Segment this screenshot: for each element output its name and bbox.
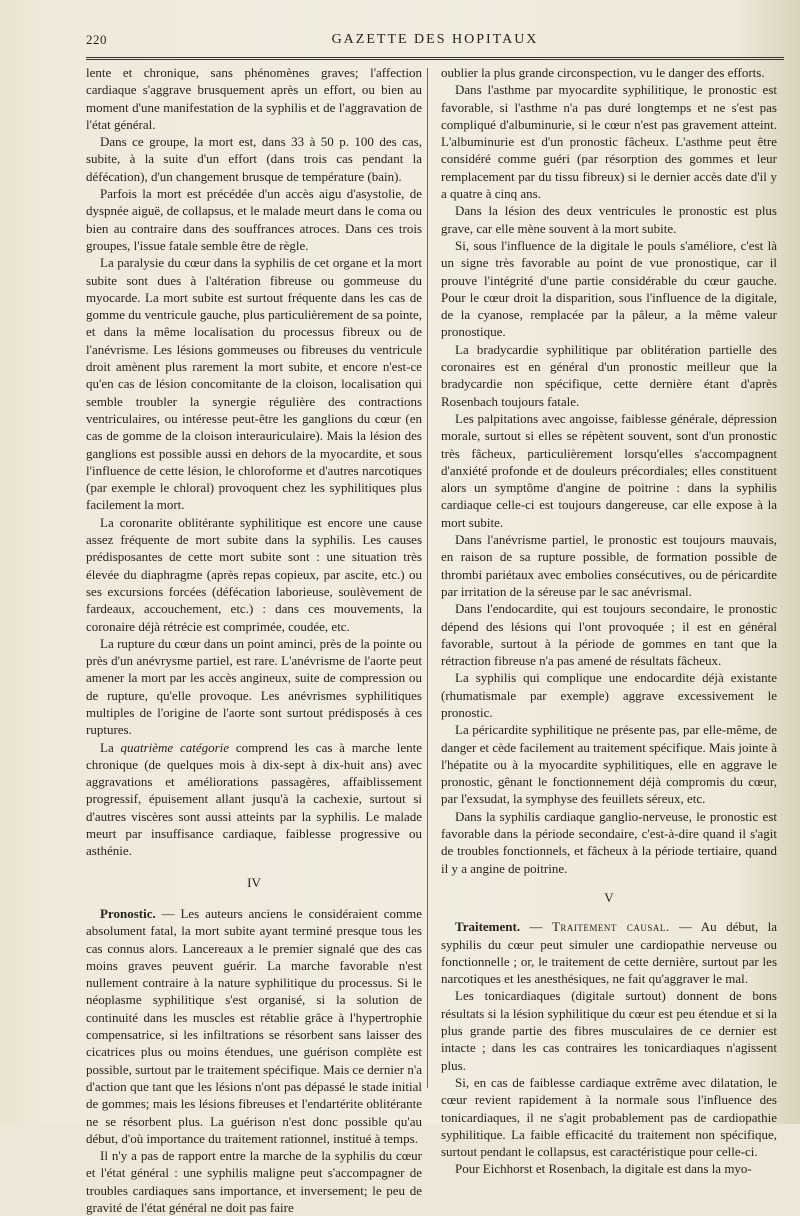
text-run: La: [100, 739, 121, 755]
paragraph: Dans l'anévrisme partiel, le pronostic est toujours mauvais, en raison de sa rupture possible, de formation possible de thrombi pariétaux avec embolies consécutives, ou de péricardite par irritation de la séreuse par le sac anévrismal.: [441, 532, 777, 599]
paragraph: Parfois la mort est précédée d'un accès aigu d'asystolie, de dyspnée aiguë, de collapsus, et le malade meurt dans le coma ou bien au contraire dans des souffrances atroces. Dans ces trois groupes, l'issue fatale semble être de règle.: [86, 186, 422, 253]
paragraph: Dans l'endocardite, qui est toujours secondaire, le pronostic dépend des lésions qui l'ont provoquée ; il est en général favorable, surtout à la période de gommes en tant que la rétraction fibreuse n'a pas amené de résultats fâcheux.: [441, 601, 777, 669]
paragraph: [86, 739, 422, 860]
text-run: — Au début, la syphilis du cœur peut simuler une cardiopathie nerveuse ou fonctionnelle ; or, le traitement de cette dernière, surtout par les narcotiques et les anesthésiques, ne fait qu'aggraver le mal.: [441, 919, 778, 987]
section-number: V: [604, 889, 614, 905]
paragraph: Dans ce groupe, la mort est, dans 33 à 50 p. 100 des cas, subite, à la suite d'un effort (dans trois cas pendant la défécation), d'un changement brusque de température (bain).: [86, 134, 422, 184]
paragraph: Traitement. — Traitement causal. — Au début, la syphilis du cœur peut simuler une cardiopathie nerveuse ou fonctionnelle ; or, le traitement de cette dernière, surtout par les narcotiques et les anesthésiques, ne fait qu'aggraver le mal.: [441, 919, 778, 987]
page-header: [86, 28, 784, 50]
section-heading: Pronostic.: [100, 905, 156, 921]
italic-term: quatrième catégorie: [120, 739, 230, 755]
paragraph: La rupture du cœur dans un point aminci, près de la pointe ou près d'un anévrysme partiel, est rare. L'anévrisme de l'aorte peut amener la mort par les accès angineux, suite de compression ou de rupture, qu'elle provoque. Les anévrismes syphilitiques multiples de l'origine de l'aorte sont surtout prédisposés à ces ruptures.: [86, 635, 422, 738]
paragraph: Pour Eichhorst et Rosenbach, la digitale est dans la myo-: [455, 1161, 752, 1177]
text-run: comprend les cas à marche lente chronique (de quelques mois à dix-sept à dix-huit ans) avec aggravations et améliorations passagères, affaiblissement progressif, épuisement allant jusqu'à la cachexie, surtout si d'autres viscères sont aussi atteints par la syphilis. Le malade meurt par insuffisance cardiaque, faiblesse progressive ou asthénie.: [86, 739, 422, 859]
section-number: IV: [247, 874, 261, 890]
left-column: [86, 64, 422, 1216]
paragraph: [86, 905, 422, 1147]
page-number: 220: [86, 32, 107, 47]
paragraph: Dans la lésion des deux ventricules le pronostic est plus grave, car elle mène souvent à la mort subite.: [441, 203, 777, 236]
paragraph: lente et chronique, sans phénomènes graves; l'affection cardiaque s'aggrave brusquement après un effort, ou bien au moment d'une manifestation de la syphilis et de l'aggravation de l'état général.: [86, 65, 422, 132]
subsection-heading: Traitement causal.: [551, 919, 670, 935]
text-run: — Les auteurs anciens le considéraient comme absolument fatal, la mort subite ayant terminé presque tous les cas connus alors. Lancereaux a le premier signalé que des cas moins graves peuvent guérir. La marche favorable n'est nullement contraire à la nature syphilitique du processus. Si le néoplasme syphilitique s'est organisé, si la solution de continuité dans les muscles est rétablie grâce à l'hypertrophie compensatrice, si les infiltrations se résorbent sans laisser des cicatrices plus ou moins étendues, une guérison complète est possible, surtout par le traitement spécifique. Mais ce dernier n'a d'action que tant que les lésions n'ont pas dépassé le stade initial de gommes; mais les lésions fibreuses et l'endartérite oblitérante ne se résorbent plus. La guérison n'est donc possible qu'au début, d'où importance du traitement rationnel, institué à temps.: [86, 905, 422, 1146]
paragraph: La paralysie du cœur dans la syphilis de cet organe et la mort subite sont dues à l'altération fibreuse ou gommeuse du myocarde. La mort subite est surtout fréquente dans les cas de gomme du ventricule gauche, plus particulièrement de sa pointe, et dans la même localisation du processus fibreux ou de l'anévrisme. Les lésions gommeuses ou fibreuses du ventricule droit amènent plus rarement la mort subite, et encore n'est-ce qu'en cas de lésion concomitante de la cloison, localisation qui semble troubler la synergie régulière des contractions ventriculaires, ou intéresse peut-être les ganglions du cœur (en cas de gomme de la cloison interauriculaire). Mais la lésion des ganglions est possible aussi en dehors de la myocardite, et sous l'influence de cette lésion, le chloroforme et d'autres narcotiques (par exemple le chloral) provoquent chez les syphilitiques plus facilement la mort.: [86, 255, 422, 513]
column-divider: [427, 68, 428, 1088]
paragraph: La bradycardie syphilitique par oblitération partielle des coronaires est en général d'un pronostic meilleur que la bradycardie non spécifique, cette dernière étant d'après Rosenbach toujours fatale.: [441, 341, 777, 409]
paragraph: La péricardite syphilitique ne présente pas, par elle-même, de danger et cède facilement au traitement spécifique. Mais jointe à l'hépatite ou à la myocardite syphilitiques, elle en aggrave le pronostic, gênant le fonctionnement déjà compromis du cœur, par l'exsudat, la symphyse des feuillets séreux, etc.: [441, 722, 777, 807]
paragraph: Les tonicardiaques (digitale surtout) donnent de bons résultats si la lésion syphilitique du cœur est peu étendue et si la plus grande partie des fibres musculaires de ce dernier est intacte ; dans les cas contraires les tonicardiaques n'agissent plus.: [441, 988, 777, 1073]
paragraph: Si, en cas de faiblesse cardiaque extrême avec dilatation, le cœur revient rapidement à la normale sous l'influence des tonicardiaques, il ne s'agit probablement pas de cardiopathie syphilitique. La faible efficacité du traitement non spécifique, surtout pendant le collapsus, est caractéristique pour celle-ci.: [441, 1074, 777, 1160]
paragraph: La coronarite oblitérante syphilitique est encore une cause assez fréquente de mort subite dans la syphilis. Les causes prédisposantes de cette mort subite sont : une situation très élevée du diaphragme (après repas copieux, par ascite, etc.) ou ses excursions forcées (défécation laborieuse, soulèvement de fardeaux, accouchement, etc.) : dans ces mouvements, la coronaire déjà rétrécie est comprimée, coudée, etc.: [86, 514, 422, 634]
paragraph: Dans l'asthme par myocardite syphilitique, le pronostic est favorable, si l'asthme n'a pas duré longtemps et ne s'est pas compliqué d'albuminurie, si le cœur n'est pas gravement atteint. L'albuminurie est d'un pronostic fâcheux. L'asthme peut être considéré comme guéri (par résorption des gommes et leur remplacement par du tissu fibreux) si le dernier accès date d'il y a quatre à cinq ans.: [441, 82, 777, 202]
paragraph: Il n'y a pas de rapport entre la marche de la syphilis du cœur et l'état général : une syphilis maligne peut s'accompagner de troubles cardiaques sans importance, et inversement; le peu de gravité de l'état général ne doit pas faire: [86, 1148, 422, 1215]
paragraph: oublier la plus grande circonspection, vu le danger des efforts.: [441, 65, 765, 80]
section-heading: Traitement.: [455, 919, 521, 935]
header-rule: [86, 57, 784, 60]
paragraph: Les palpitations avec angoisse, faiblesse générale, dépression morale, surtout si elles se répètent souvent, sont d'un pronostic très fâcheux, particulièrement lorsqu'elles s'accompagnent d'anxiété profonde et de douleurs précordiales; elles constituent alors un symptôme d'angine de poitrine : dans la syphilis cardiaque celle-ci est toujours dangereuse, car elle expose à la mort subite.: [441, 410, 777, 530]
right-column: [441, 64, 777, 1178]
paragraph: La syphilis qui complique une endocardite déjà existante (rhumatismale par exemple) aggrave excessivement le pronostic.: [441, 670, 777, 720]
journal-title: GAZETTE DES HOPITAUX: [331, 32, 539, 47]
paragraph: Dans la syphilis cardiaque ganglio-nerveuse, le pronostic est favorable dans la période secondaire, c'est-à-dire quand il s'agit de troubles fonctionnels, et fâcheux à la période tertiaire, quand il y a angine de poitrine.: [441, 808, 777, 876]
paragraph: Si, sous l'influence de la digitale le pouls s'améliore, c'est là un signe très favorable au point de vue pronostique, car il prouve l'intégrité d'une partie considérable du cœur gauche. Pour le cœur droit la disparition, sous l'influence de la digitale, de la cyanose, remplacée par la pâleur, a la même valeur pronostique.: [441, 237, 777, 340]
